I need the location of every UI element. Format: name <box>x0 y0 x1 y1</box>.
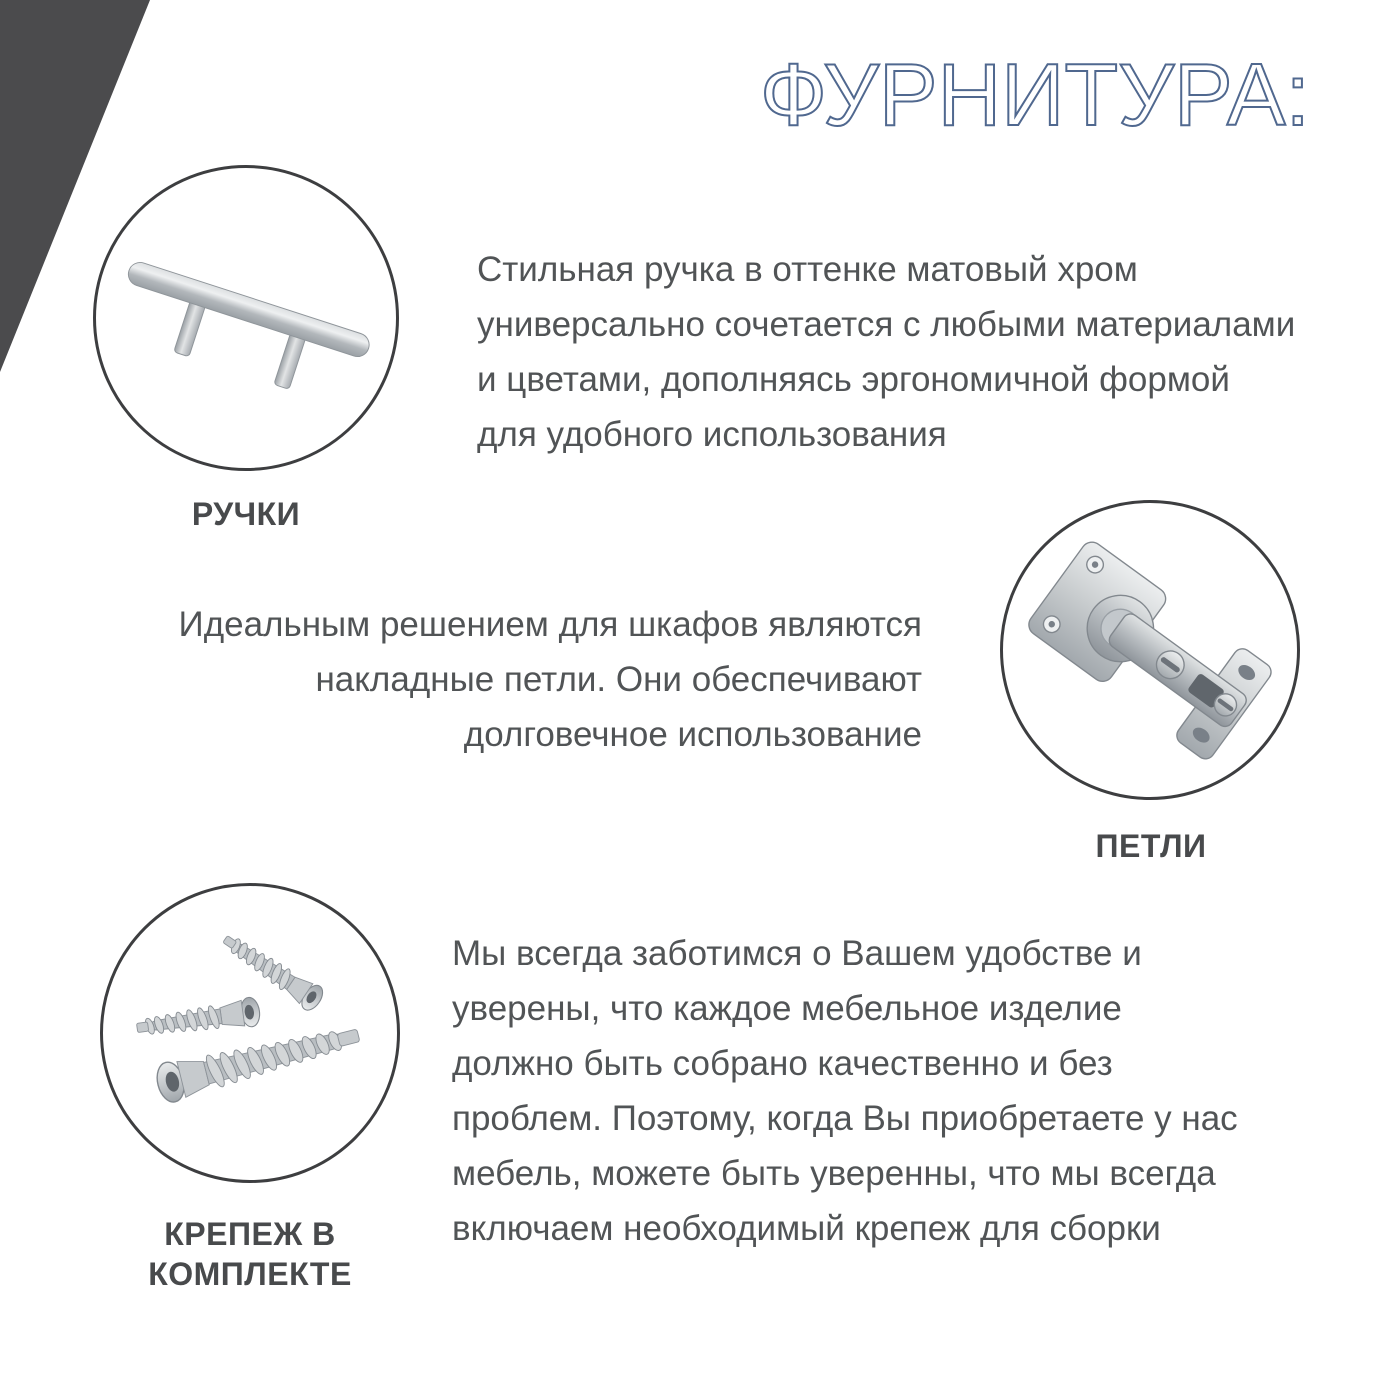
description-line: мебель, можете быть уверенны, что мы всегда <box>452 1154 1216 1193</box>
description-line: уверены, что каждое мебельное изделие <box>452 989 1122 1028</box>
description-line: проблем. Поэтому, когда Вы приобретаете у нас <box>452 1099 1238 1138</box>
description-line: долговечное использование <box>463 715 922 754</box>
description-line: включаем необходимый крепеж для сборки <box>452 1209 1161 1248</box>
description-line: для удобного использования <box>477 415 947 454</box>
description-line: и цветами, дополняясь эргономичной формой <box>477 360 1230 399</box>
description-line: Идеальным решением для шкафов являются <box>178 605 922 644</box>
fasteners-photo-circle <box>100 883 400 1183</box>
confirmat-screws-icon <box>112 895 388 1171</box>
hinges-label: ПЕТЛИ <box>1095 828 1207 864</box>
hinge-photo-circle <box>1000 500 1300 800</box>
handles-label: РУЧКИ <box>191 496 301 532</box>
description-line: универсально сочетается с любыми материалами <box>477 305 1296 344</box>
description-line: Стильная ручка в оттенке матовый хром <box>477 250 1138 289</box>
fasteners-label: КРЕПЕЖ В КОМПЛЕКТЕ <box>148 1216 352 1292</box>
description-line: накладные петли. Они обеспечивают <box>315 660 922 699</box>
handles-description <box>477 242 1295 462</box>
handle-photo-circle <box>93 165 399 471</box>
description-line: Мы всегда заботимся о Вашем удобстве и <box>452 934 1142 973</box>
page-title: ФУРНИТУРА: <box>760 45 1310 144</box>
fasteners-description <box>452 926 1238 1256</box>
cabinet-handle-icon <box>105 177 387 459</box>
description-line: должно быть собрано качественно и без <box>452 1044 1113 1083</box>
cabinet-hinge-icon <box>1012 512 1288 788</box>
hinges-description <box>179 597 922 762</box>
